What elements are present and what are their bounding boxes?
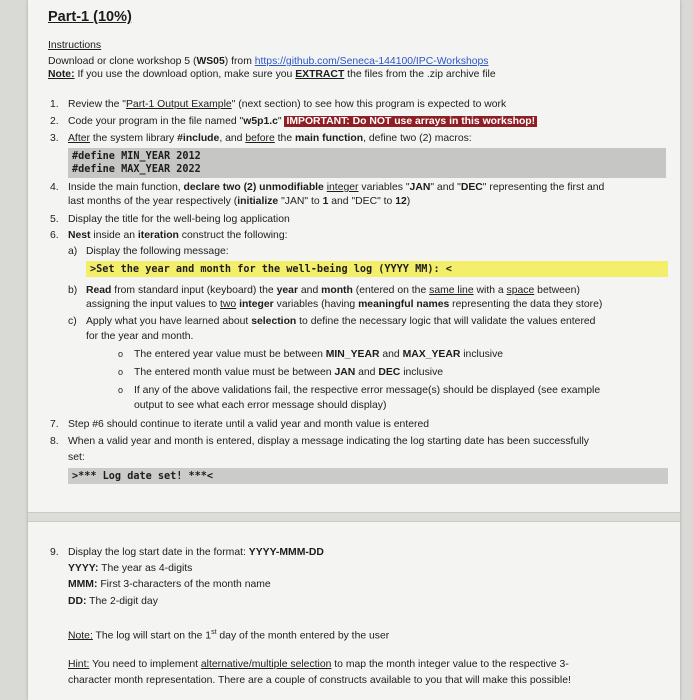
note-text-2: the files from the .zip archive file bbox=[344, 69, 496, 80]
hint-underlined: alternative/multiple selection bbox=[200, 659, 332, 670]
step-2 bbox=[68, 115, 537, 128]
jan-bold: JAN bbox=[334, 367, 356, 378]
step-9 bbox=[68, 546, 324, 559]
selection-word: selection bbox=[251, 316, 297, 327]
sub-b-text-6: assigning the input values to bbox=[86, 299, 221, 310]
page-divider bbox=[28, 512, 680, 522]
important-badge: IMPORTANT: Do NOT use arrays in this workshop! bbox=[286, 116, 536, 127]
step-9-number: 9. bbox=[50, 547, 59, 558]
step-3-number: 3. bbox=[50, 133, 59, 144]
dec-bold: DEC bbox=[378, 367, 401, 378]
max-year-word: MAX_YEAR bbox=[402, 349, 461, 360]
step-8: When a valid year and month is entered, display a message indicating the log starting date has been successfully bbox=[68, 436, 589, 447]
note-text: The log will start on the 1 bbox=[92, 630, 212, 642]
rule-year-text-2: and bbox=[379, 349, 403, 360]
step-6-text-2: construct the following: bbox=[178, 230, 288, 241]
step-8-line-2: set: bbox=[68, 452, 85, 463]
month-word: month bbox=[321, 285, 353, 296]
step-5: Display the title for the well-being log application bbox=[68, 214, 290, 225]
format-dd bbox=[68, 595, 158, 608]
sub-c-label: c) bbox=[68, 316, 77, 327]
rule-year-text: The entered year value must be between bbox=[134, 349, 326, 360]
sub-b-text-3: (entered on the bbox=[352, 285, 430, 296]
hint-text: You need to implement bbox=[89, 659, 201, 670]
step-4-number: 4. bbox=[50, 182, 59, 193]
step-4-text-7: and "DEC" to bbox=[328, 196, 396, 207]
step-4-text: Inside the main function, bbox=[68, 182, 184, 193]
step-6 bbox=[68, 229, 288, 242]
step-1-number: 1. bbox=[50, 99, 59, 110]
integer-word: integer bbox=[326, 182, 359, 193]
step-4-text-8: ) bbox=[406, 196, 411, 207]
dd-text: The 2-digit day bbox=[86, 596, 158, 607]
sub-b-line-2 bbox=[86, 298, 602, 311]
sub-b-text-8: representing the data they store) bbox=[449, 299, 603, 310]
hint-text-2: to map the month integer value to the respective 3- bbox=[331, 659, 569, 670]
bullet-icon: o bbox=[118, 385, 124, 395]
hint-line-2: character month representation. There are a couple of constructs available to you that will make this possible! bbox=[68, 675, 571, 686]
sub-c-line-2: for the year and month. bbox=[86, 331, 194, 342]
sub-c bbox=[86, 315, 595, 328]
bullet-icon: o bbox=[118, 367, 124, 377]
same-line-word: same line bbox=[429, 285, 474, 296]
sub-b-text-5: between) bbox=[534, 285, 580, 296]
rule-month bbox=[134, 366, 443, 379]
two-word: two bbox=[220, 299, 237, 310]
sub-c-text: Apply what you have learned about bbox=[86, 316, 252, 327]
step-3-text-4: , define two (2) macros: bbox=[363, 133, 472, 144]
step-6-text: inside an bbox=[90, 230, 138, 241]
sub-b-text-4: with a bbox=[473, 285, 507, 296]
yyyy-text: The year as 4-digits bbox=[98, 563, 193, 574]
file-name: w5p1.c bbox=[243, 116, 278, 127]
format-yyyy bbox=[68, 562, 192, 575]
year-word: year bbox=[276, 285, 298, 296]
note-text: If you use the download option, make sure you bbox=[74, 69, 296, 80]
min-year-word: MIN_YEAR bbox=[325, 349, 380, 360]
note-text-2: day of the month entered by the user bbox=[216, 630, 390, 642]
sub-a-label: a) bbox=[68, 246, 78, 257]
nest-word: Nest bbox=[68, 230, 91, 241]
page-2 bbox=[28, 522, 680, 700]
step-4-text-5: last months of the year respectively ( bbox=[68, 196, 238, 207]
mmm-label: MMM: bbox=[68, 579, 98, 590]
rule-year bbox=[134, 348, 503, 361]
declare-phrase: declare two (2) unmodifiable bbox=[183, 182, 324, 193]
dd-label: DD: bbox=[68, 596, 87, 607]
format-mmm bbox=[68, 578, 271, 591]
yyyy-label: YYYY: bbox=[68, 563, 99, 574]
rule-error-line-2: output to see what each error message should display) bbox=[134, 400, 387, 411]
page-2-note bbox=[68, 626, 389, 642]
sub-b-label: b) bbox=[68, 285, 78, 296]
workshop-code: WS05 bbox=[196, 56, 225, 67]
jan-value: 1 bbox=[322, 196, 329, 207]
step-7: Step #6 should continue to iterate until a valid year and month value is entered bbox=[68, 419, 430, 430]
mmm-text: First 3-characters of the month name bbox=[97, 579, 271, 590]
step-4 bbox=[68, 181, 604, 194]
document-page bbox=[28, 0, 680, 700]
sub-b bbox=[86, 284, 580, 297]
rule-year-text-3: inclusive bbox=[460, 349, 504, 360]
iteration-word: iteration bbox=[137, 230, 179, 241]
step-7-number: 7. bbox=[50, 419, 59, 430]
instructions-heading: Instructions bbox=[48, 40, 102, 51]
macro-max-year: #define MAX_YEAR 2022 bbox=[72, 164, 201, 175]
step-4-text-3: " and " bbox=[430, 182, 461, 193]
hint bbox=[68, 658, 569, 671]
after-word: After bbox=[68, 133, 90, 144]
sub-b-text: from standard input (keyboard) the bbox=[111, 285, 277, 296]
step-9-text: Display the log start date in the format: bbox=[68, 547, 249, 558]
sub-a-text: Display the following message: bbox=[86, 246, 229, 257]
step-4-text-4: " representing the first and bbox=[482, 182, 605, 193]
jan-word: JAN bbox=[409, 182, 431, 193]
sub-b-text-7: variables (having bbox=[273, 299, 359, 310]
bullet-icon: o bbox=[118, 349, 124, 359]
rule-month-text: The entered month value must be between bbox=[134, 367, 335, 378]
step-2-text-2: " bbox=[277, 116, 285, 127]
rule-month-text-2: and bbox=[355, 367, 379, 378]
step-3-text-3: the bbox=[274, 133, 295, 144]
part-title: Part-1 (10%) bbox=[48, 9, 132, 25]
extract-word: EXTRACT bbox=[295, 69, 345, 80]
step-2-text: Code your program in the file named " bbox=[68, 116, 244, 127]
space-word: space bbox=[506, 285, 535, 296]
step-5-number: 5. bbox=[50, 214, 59, 225]
step-2-number: 2. bbox=[50, 116, 59, 127]
step-3 bbox=[68, 132, 472, 145]
intro-note bbox=[48, 68, 496, 81]
step-4-text-6: "JAN" to bbox=[278, 196, 323, 207]
before-word: before bbox=[245, 133, 275, 144]
github-link[interactable]: https://github.com/Seneca-144100/IPC-Workshops bbox=[254, 56, 489, 67]
intro-text-2: ) from bbox=[224, 56, 255, 67]
prompt-message: >Set the year and month for the well-being log (YYYY MM): < bbox=[90, 264, 452, 275]
intro-text: Download or clone workshop 5 ( bbox=[48, 56, 197, 67]
rule-error: If any of the above validations fail, the respective error message(s) should be displayed (see example bbox=[134, 385, 601, 396]
step-4-line-2 bbox=[68, 195, 410, 208]
intro-line bbox=[48, 55, 488, 68]
step-6-number: 6. bbox=[50, 230, 59, 241]
note-label: Note: bbox=[68, 630, 93, 642]
step-1-text: Review the " bbox=[68, 99, 126, 110]
hint-label: Hint: bbox=[68, 659, 90, 670]
date-format: YYYY-MMM-DD bbox=[248, 547, 324, 558]
include-word: #include bbox=[177, 133, 220, 144]
step-3-text-2: , and bbox=[219, 133, 246, 144]
step-3-text: the system library bbox=[89, 133, 178, 144]
step-8-number: 8. bbox=[50, 436, 59, 447]
macro-min-year: #define MIN_YEAR 2012 bbox=[72, 151, 201, 162]
sub-c-text-2: to define the necessary logic that will validate the values entered bbox=[296, 316, 596, 327]
meaningful-names: meaningful names bbox=[358, 299, 450, 310]
sub-b-text-2: and bbox=[298, 285, 322, 296]
step-1-text-2: " (next section) to see how this program is expected to work bbox=[231, 99, 507, 110]
log-message: >*** Log date set! ***< bbox=[72, 471, 214, 482]
dec-word: DEC bbox=[460, 182, 483, 193]
integer-bold: integer bbox=[239, 299, 274, 310]
output-example-ref: Part-1 Output Example bbox=[125, 99, 232, 110]
dec-value: 12 bbox=[395, 196, 407, 207]
step-1 bbox=[68, 98, 506, 111]
initialize-word: initialize bbox=[237, 196, 279, 207]
step-4-text-2: variables " bbox=[358, 182, 410, 193]
read-word: Read bbox=[86, 285, 112, 296]
main-function-word: main function bbox=[295, 133, 364, 144]
rule-month-text-3: inclusive bbox=[400, 367, 444, 378]
ordinal-suffix: st bbox=[211, 629, 217, 636]
note-label: Note: bbox=[48, 69, 75, 80]
page-1 bbox=[28, 0, 680, 512]
